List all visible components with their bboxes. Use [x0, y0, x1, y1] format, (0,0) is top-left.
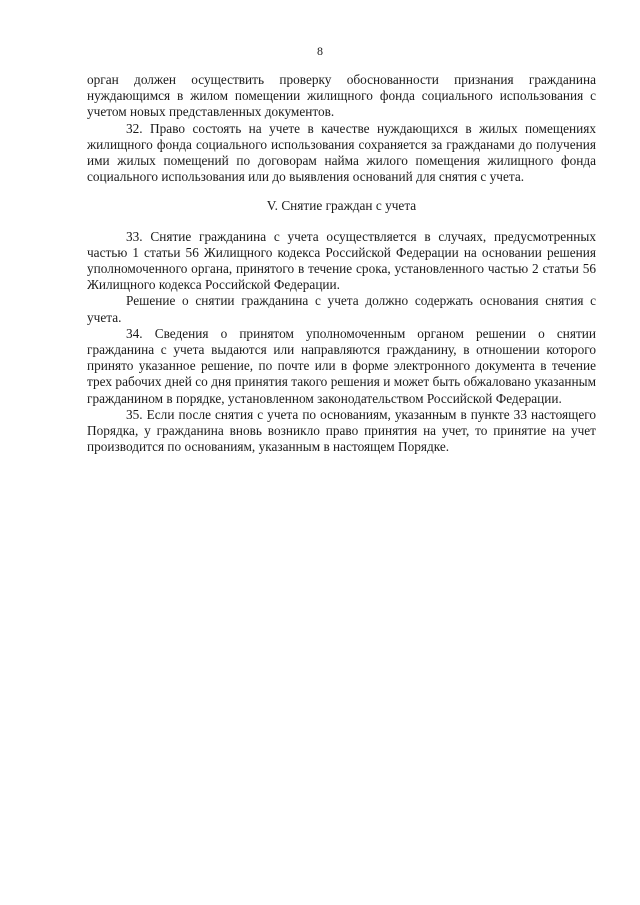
paragraph-33: 33. Снятие гражданина с учета осуществляется в случаях, предусмотренных частью 1 статьи 56 Жилищного кодекса Российской Федерации на основании решения уполномоченного органа, принятого в течение срока, установленного частью 2 статьи 56 Жилищного кодекса Российской Федерации. [87, 228, 596, 293]
paragraph-33-decision: Решение о снятии гражданина с учета должно содержать основания снятия с учета. [87, 293, 596, 325]
document-body [87, 72, 596, 455]
paragraph-34: 34. Сведения о принятом уполномоченным органом решении о снятии гражданина с учета выдаются или направляются гражданину, в отношении которого принято указанное решение, по почте или в форме электронного документа в течение трех рабочих дней со дня принятия такого решения и может быть обжаловано указанным гражданином в порядке, установленном законодательством Российской Федерации. [87, 325, 596, 406]
page-number: 8 [317, 44, 323, 58]
paragraph-32: 32. Право состоять на учете в качестве нуждающихся в жилых помещениях жилищного фонда социального использования сохраняется за гражданами до получения ими жилых помещений по договорам найма жилого помещения жилищного фонда социального использования или до выявления оснований для снятия с учета. [87, 120, 596, 185]
section-v-heading: V. Снятие граждан с учета [266, 198, 417, 214]
paragraph-continuation: орган должен осуществить проверку обоснованности признания гражданина нуждающимся в жилом помещении жилищного фонда социального использования с учетом новых представленных документов. [87, 72, 596, 120]
paragraph-35: 35. Если после снятия с учета по основаниям, указанным в пункте 33 настоящего Порядка, у гражданина вновь возникло право принятия на учет, то принятие на учет производится по основаниям, указанным в настоящем Порядке. [87, 406, 596, 455]
